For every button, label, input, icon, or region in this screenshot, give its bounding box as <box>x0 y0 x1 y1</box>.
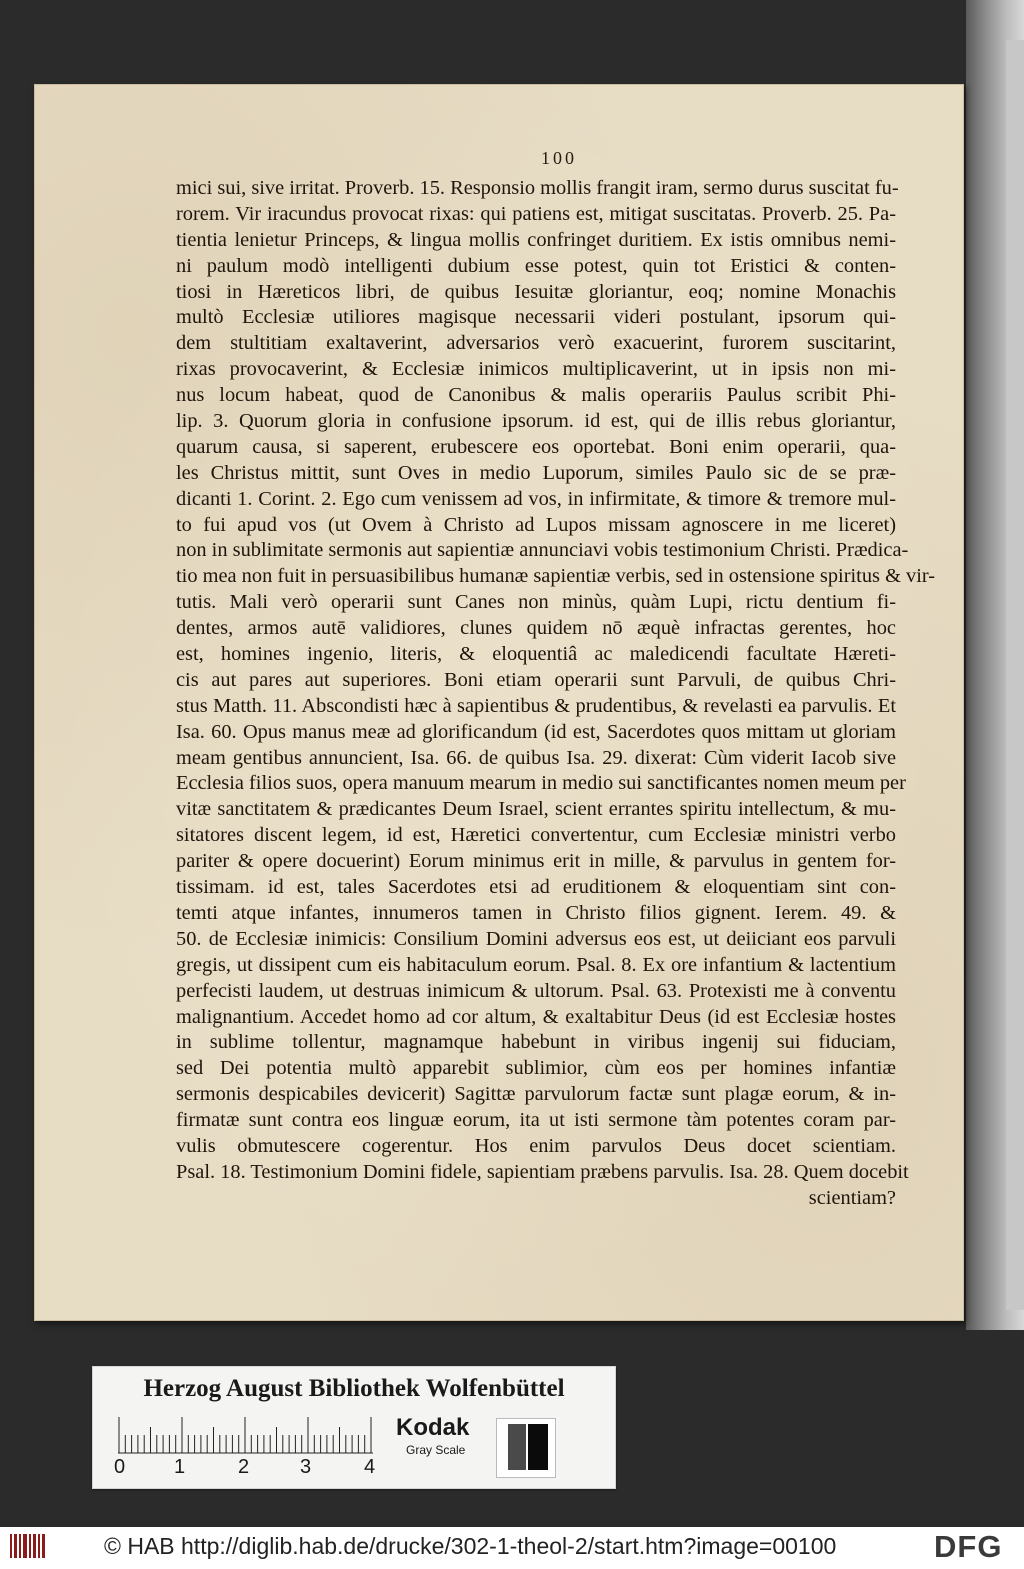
scale-number: 1 <box>174 1456 186 1478</box>
text-line: les Christus mittit, sunt Oves in medio Luporum, similes Paulo sic de se præ- <box>176 461 896 484</box>
text-line: in sublime tollentur, magnamque habebunt in viribus ingenij sui fiduciam, <box>176 1031 896 1054</box>
text-line: 50. de Ecclesiæ inimicis: Consilium Domini adversus eos est, ut deiiciant eos parvuli <box>176 927 896 950</box>
text-line: Isa. 60. Opus manus meæ ad glorificandum (id est, Sacerdotes quos mittam ut gloriam <box>176 720 896 743</box>
text-line: sermonis despicabiles devicerit) Sagittæ parvulorum factæ sunt plagæ eorum, & in- <box>176 1083 896 1106</box>
text-line: dentes, armos autē validiores, clunes quidem nō æquè infractas gerentes, hoc <box>176 617 896 640</box>
text-line: scientiam? <box>808 1186 896 1209</box>
card-title: Herzog August Bibliothek Wolfenbüttel <box>143 1375 565 1402</box>
text-line: dicanti 1. Corint. 2. Ego cum venissem ad vos, in infirmitate, & timore & tremore mul- <box>176 487 896 510</box>
footer-url-text: © HAB http://diglib.hab.de/drucke/302-1-theol-2/start.htm?image=00100 <box>104 1533 837 1559</box>
text-line: est, homines ingenio, literis, & eloquentiâ ac maledicendi facultate Hæreti- <box>176 643 896 666</box>
text-line: sitatores discent legem, id est, Hæretici convertentur, cum Ecclesiæ ministri verbo <box>176 824 896 847</box>
text-line: tiosi in Hæreticos libri, de quibus Iesuitæ gloriantur, eoq; nomine Monachis <box>176 280 896 303</box>
text-line: rixas provocaverint, & Ecclesiæ inimicos multiplicaverint, ut in ipsis non mi- <box>176 358 896 381</box>
page-number: 100 <box>541 148 577 168</box>
scale-number: 0 <box>114 1456 126 1478</box>
text-line: tutis. Mali verò operarii sunt Canes non minùs, quàm Lupi, rictu dentium fi- <box>176 591 896 614</box>
text-line: quarum causa, si saperent, erubescere eos oportebat. Boni enim operarii, qua- <box>176 435 896 458</box>
scale-number: 3 <box>300 1456 312 1478</box>
scale-number: 4 <box>364 1456 376 1478</box>
text-line: Ecclesia filios suos, opera manuum mearum in medio sui sanctificantes nomen meum per <box>176 772 906 795</box>
page-text <box>176 176 936 1212</box>
text-line: temti atque infantes, innumeros tamen in Christo filios gignent. Ierem. 49. & <box>176 901 896 924</box>
text-line: vitæ sanctitatem & prædicantes Deum Israel, scient errantes spiritu intellectum, & mu- <box>176 798 896 821</box>
text-line: rorem. Vir iracundus provocat rixas: qui patiens est, mitigat suscitatas. Proverb. 25. Pa- <box>176 202 896 225</box>
text-line: gregis, ut dissipent cum eis habitaculum eorum. Psal. 8. Ex ore infantium & lactentium <box>176 953 896 976</box>
black-swatch <box>528 1424 548 1470</box>
text-line: ni paulum modò intelligenti dubium esse potest, quin tot Eristici & conten- <box>176 254 896 277</box>
text-line: non in sublimitate sermonis aut sapientiæ annunciavi vobis testimonium Christi. Prædica- <box>176 539 909 562</box>
kodak-logo: Kodak <box>396 1414 470 1441</box>
text-line: vulis obmutescere cogerentur. Hos enim parvulos Deus docet scientiam. <box>176 1134 896 1157</box>
scale-ruler <box>118 1416 378 1454</box>
text-line: nus locum habeat, quod de Canonibus & malis operariis Paulus scribit Phi- <box>176 384 896 407</box>
text-line: cis aut pares aut superiores. Boni etiam operarii sunt Parvuli, de quibus Chri- <box>176 668 896 691</box>
text-line: tio mea non fuit in persuasibilibus humanæ sapientiæ verbis, sed in ostensione spiritus & vir- <box>176 565 936 588</box>
text-line: stus Matth. 11. Abscondisti hæc à sapientibus & prudentibus, & revelasti ea parvulis. Et <box>176 694 896 717</box>
text-line: tientia lenietur Princeps, & lingua mollis confringet duritiem. Ex istis omnibus nemi- <box>176 228 896 251</box>
text-line: mici sui, sive irritat. Proverb. 15. Responsio mollis frangit iram, sermo durus suscitat fu- <box>176 177 899 199</box>
text-line: lip. 3. Quorum gloria in confusione ipsorum. id est, qui de illis rebus gloriantur, <box>176 410 896 433</box>
text-line: pariter & opere docuerint) Eorum minimus erit in mille, & parvulus in gentem for- <box>176 850 896 873</box>
text-line: perfecisti laudem, ut destruas inimicum & ultorum. Psal. 63. Protexisti me à conventu <box>176 979 896 1002</box>
dfg-logo: DFG <box>934 1529 1003 1564</box>
gray-scale-label: Gray Scale <box>406 1443 466 1457</box>
scale-number: 2 <box>238 1456 250 1478</box>
text-line: to fui apud vos (ut Ovem à Christo ad Lupos missam agnoscere in me liceret) <box>176 513 896 536</box>
text-line: multò Ecclesiæ utiliores magisque necessarii videri postulant, ipsorum qui- <box>176 306 896 329</box>
text-line: dem stultitiam exaltaverint, adversarios verò exacuerint, furorem suscitarint, <box>176 332 896 355</box>
text-line: tissimam. id est, tales Sacerdotes etsi ad eruditionem & eloquentiam sint con- <box>176 876 896 899</box>
scale-numbers <box>112 1456 392 1482</box>
text-line: firmatæ sunt contra eos linguæ eorum, ita ut isti sermone tàm potentes coram par- <box>176 1109 896 1132</box>
adjacent-page <box>1006 40 1024 1310</box>
dark-gray-swatch <box>508 1424 526 1470</box>
text-line: malignantium. Accedet homo ad cor altum, & exaltabitur Deus (id est Ecclesiæ hostes <box>176 1005 896 1028</box>
text-line: meam gentibus annuncient, Isa. 66. de quibus Isa. 29. dixerat: Cùm viderit Iacob sive <box>176 746 896 769</box>
hab-barcode-icon <box>8 1531 48 1561</box>
text-line: Psal. 18. Testimonium Domini fidele, sapientiam præbens parvulis. Isa. 28. Quem docebit <box>176 1160 909 1183</box>
text-line: sed Dei potentia multò apparebit sublimior, cùm eos per homines infantiæ <box>176 1057 896 1080</box>
